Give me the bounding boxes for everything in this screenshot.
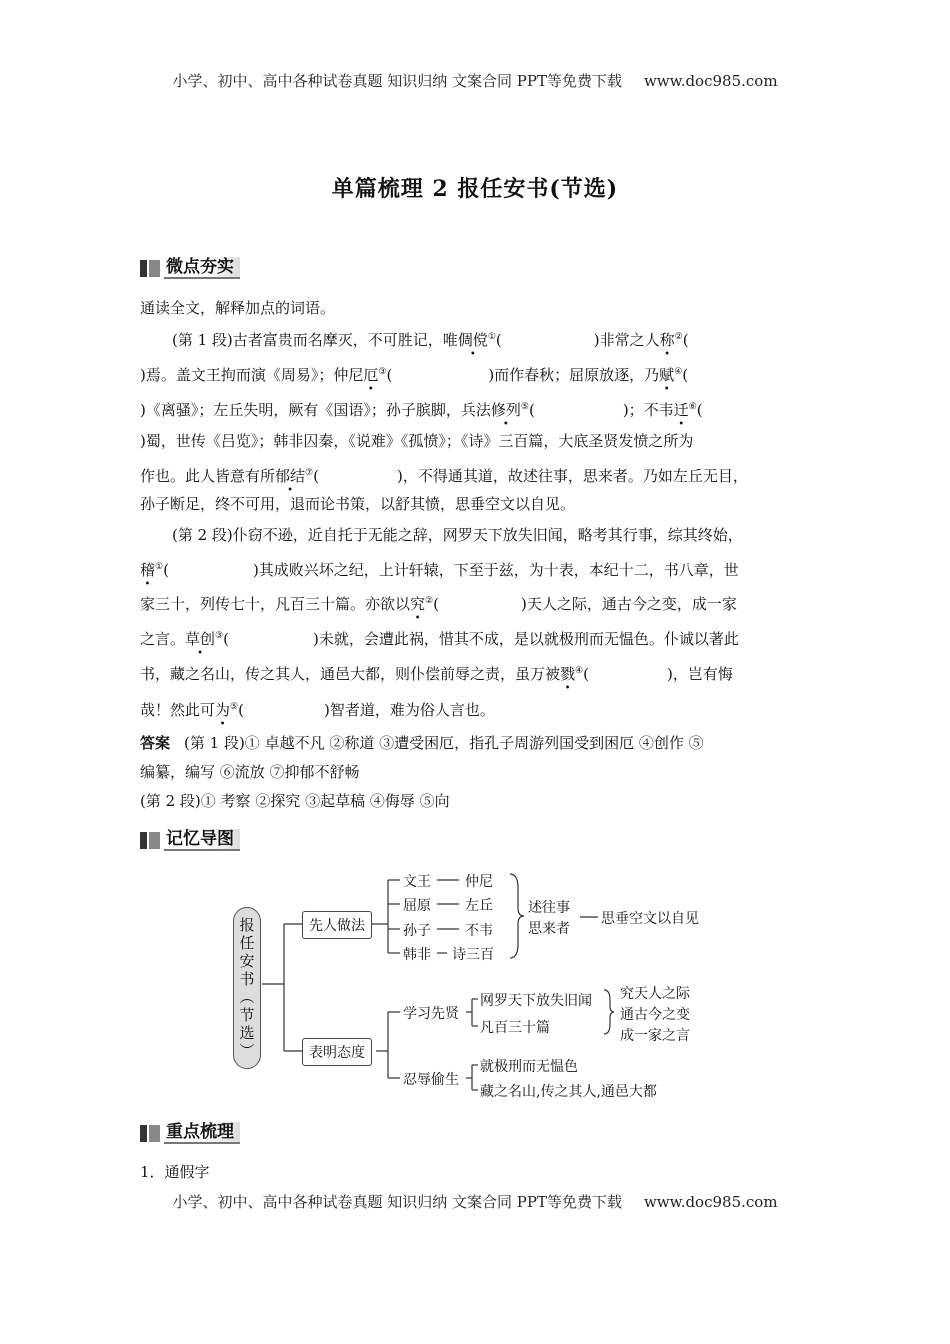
answers-line2: 编纂，编写 ⑥流放 ⑦抑郁不舒畅 xyxy=(140,763,360,781)
p2-line4: 之言。草创③( )未就，会遭此祸，惜其不成，是以就极刑而无愠色。仆诚以著此 xyxy=(140,630,739,648)
p2-line2: 稽①( )其成败兴坏之纪，上计轩辕，下至于兹，为十表，本纪十二，书八章，世 xyxy=(140,561,739,579)
section-label: 重点梳理 xyxy=(164,1122,240,1144)
header-url[interactable]: www.doc985.com xyxy=(643,72,778,90)
mindmap-branch-2: 表明态度 xyxy=(302,1038,372,1066)
mindmap-leaf: 文王 xyxy=(403,874,431,890)
p1-line5: 作也。此人皆意有所郁结⑦( )，不得通其道，故述往事，思来者。乃如左丘无目， xyxy=(140,467,748,485)
mindmap-leaf: 藏之名山,传之其人,通邑大都 xyxy=(480,1084,657,1100)
footer-url[interactable]: www.doc985.com xyxy=(643,1193,778,1211)
page-footer xyxy=(0,1191,950,1212)
mindmap-leaf: 韩非 xyxy=(403,947,431,963)
section-marker-icon xyxy=(140,1123,160,1143)
mindmap-leaf: 诗三百 xyxy=(452,947,494,963)
mindmap-leaf: 孙子 xyxy=(403,923,431,939)
p2-line5: 书，藏之名山，传之其人，通邑大都，则仆偿前辱之责，虽万被戮④( )，岂有悔 xyxy=(140,665,733,683)
mindmap-leaf: 凡百三十篇 xyxy=(480,1020,550,1036)
mindmap-leaf: 网罗天下放失旧闻 xyxy=(480,993,592,1009)
mindmap-mid: 思来者 xyxy=(528,921,570,937)
list-item-1: 1．通假字 xyxy=(140,1163,210,1181)
footer-text: 小学、初中、高中各种试卷真题 知识归纳 文案合同 PPT等免费下载 xyxy=(172,1193,622,1211)
mindmap-branch-1: 先人做法 xyxy=(302,911,372,939)
p2-line6: 哉！然此可为⑤( )智者道，难为俗人言也。 xyxy=(140,701,495,719)
mindmap-leaf: 屈原 xyxy=(403,898,431,914)
answers-line3: (第 2 段)① 考察 ②探究 ③起草稿 ④侮辱 ⑤向 xyxy=(140,792,450,810)
p2-line1: (第 2 段)仆窃不逊，近自托于无能之辞，网罗天下放失旧闻，略考其行事，综其终始， xyxy=(172,526,743,544)
mindmap-leaf: 仲尼 xyxy=(465,874,493,890)
page-title: 单篇梳理 2 报任安书(节选) xyxy=(331,176,619,202)
mindmap-leaf: 左丘 xyxy=(465,898,493,914)
answers-line1: 答案 (第 1 段)① 卓越不凡 ②称道 ③遭受困厄，指孔子周游列国受到困厄 ④创作 ⑤ xyxy=(140,734,704,752)
p1-line3: )《离骚》；左丘失明，厥有《国语》；孙子膑脚，兵法修列⑤( )；不韦迁⑥( xyxy=(140,401,703,419)
mindmap-sub: 忍辱偷生 xyxy=(403,1072,459,1088)
instruction: 通读全文，解释加点的词语。 xyxy=(140,299,336,317)
mindmap-leaf: 不韦 xyxy=(465,923,493,939)
p1-line2: )焉。盖文王拘而演《周易》；仲尼厄③( )而作春秋；屈原放逐，乃赋④( xyxy=(140,366,689,384)
section-heading-3 xyxy=(140,1122,240,1144)
mindmap-mid: 述往事 xyxy=(528,900,570,916)
header-text: 小学、初中、高中各种试卷真题 知识归纳 文案合同 PPT等免费下载 xyxy=(172,72,622,90)
mindmap-sub: 学习先贤 xyxy=(403,1006,459,1022)
section-label: 微点夯实 xyxy=(164,257,240,279)
mindmap-conclusion: 思垂空文以自见 xyxy=(601,911,699,927)
mindmap-leaf: 就极刑而无愠色 xyxy=(480,1059,578,1075)
p1-line6: 孙子断足，终不可用，退而论书策，以舒其愤，思垂空文以自见。 xyxy=(140,495,576,513)
p1-line1: (第 1 段)古者富贵而名摩灭，不可胜记，唯倜傥①( )非常之人称②( xyxy=(172,331,689,349)
mindmap-goal: 成一家之言 xyxy=(620,1028,690,1044)
section-label: 记忆导图 xyxy=(164,829,240,851)
mindmap-goal: 通古今之变 xyxy=(620,1007,690,1023)
p1-line4: )蜀，世传《吕览》；韩非囚秦，《说难》《孤愤》；《诗》三百篇，大底圣贤发愤之所为 xyxy=(140,432,694,450)
mindmap-root: 报 任 安 书 ︵ 节 选 ︶ xyxy=(233,907,261,1069)
mindmap-goal: 究天人之际 xyxy=(620,986,690,1002)
p2-line3: 家三十，列传七十，凡百三十篇。亦欲以究②( )天人之际，通古今之变，成一家 xyxy=(140,595,737,613)
